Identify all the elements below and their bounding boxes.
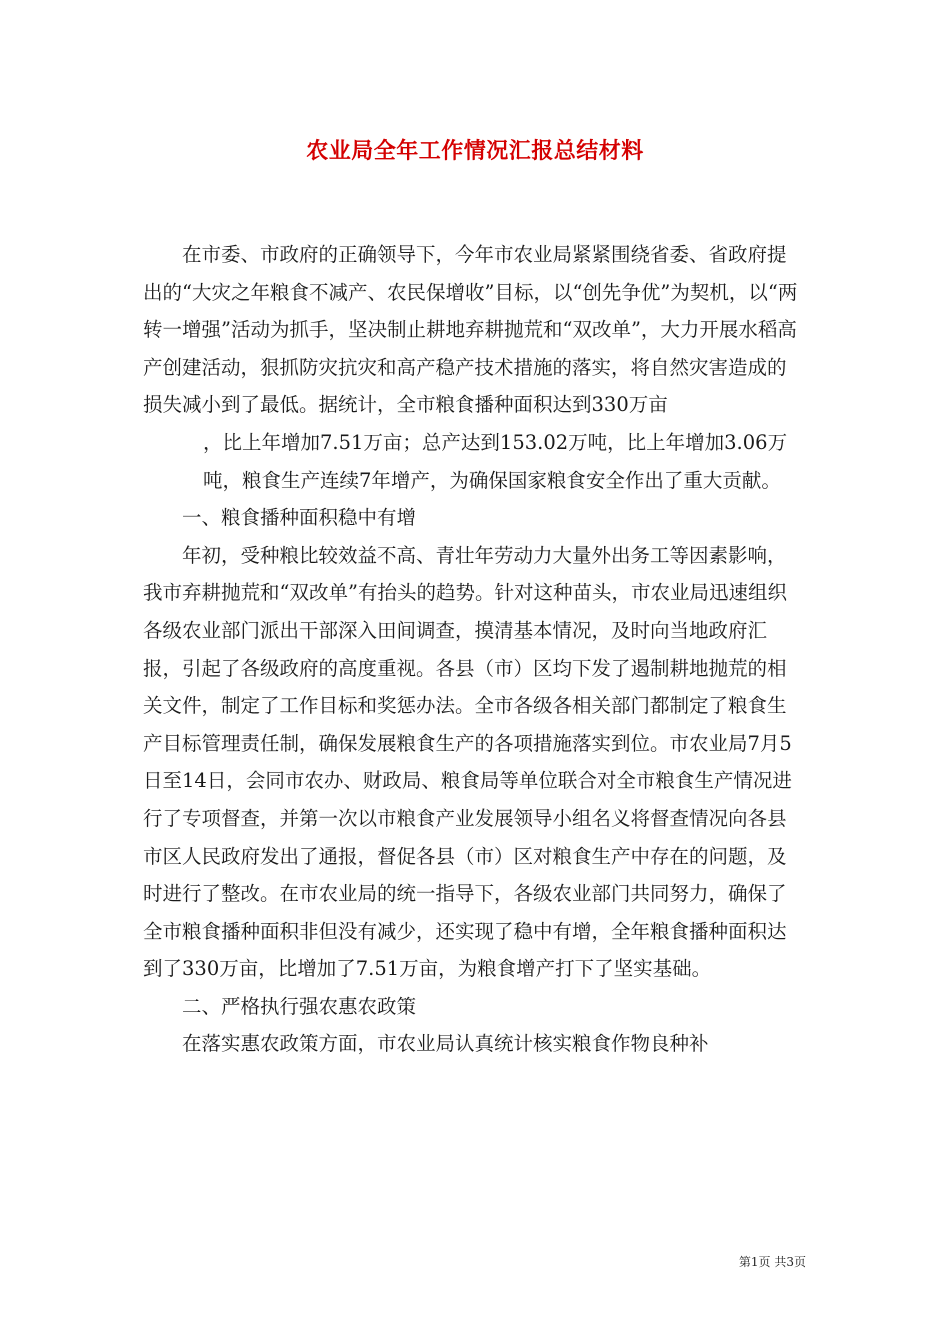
- intro-text-part2: ，比上年增加7.51万亩；总产达到153.02万吨，比上年增加3.06万吨，粮食生产连续7年增产，为确保国家粮食安全作出了重大贡献。: [203, 430, 788, 492]
- section-body-2: 在落实惠农政策方面，市农业局认真统计核实粮食作物良种补: [182, 1032, 709, 1056]
- section-body-1: 年初，受种粮比较效益不高、青壮年劳动力大量外出务工等因素影响，我市弃耕抛荒和“双改单”有抬头的趋势。针对这种苗头，市农业局迅速组织各级农业部门派出干部深入田间调查，摸清基本情况，及时向当地政府汇报，引起了各级政府的高度重视。各县（市）区均下发了遏制耕地抛荒的相关文件，制定了工作目标和奖惩办法。全市各级各相关部门都制定了粮食生产目标管理责任制，确保发展粮食生产的各项措施落实到位。市农业局7月5日至14日，会同市农办、财政局、粮食局等单位联合对全市粮食生产情况进行了专项督查，并第一次以市粮食产业发展领导小组名义将督查情况向各县市区人民政府发出了通报，督促各县（市）区对粮食生产中存在的问题，及时进行了整改。在市农业局的统一指导下，各级农业部门共同努力，确保了全市粮食播种面积非但没有减少，还实现了稳中有增，全年粮食播种面积达到了330万亩，比增加了7.51万亩，为粮食增产打下了坚实基础。: [143, 543, 792, 981]
- page-number: 第1页 共3页: [738, 1255, 806, 1269]
- intro-text-part1: 在市委、市政府的正确领导下，今年市农业局紧紧围绕省委、省政府提出的“大灾之年粮食不减产、农民保增收”目标，以“创先争优”为契机，以“两转一增强”活动为抓手，坚决制止耕地弃耕抛荒和“双改单”，大力开展水稻高产创建活动，狠抓防灾抗灾和高产稳产技术措施的落实，将自然灾害造成的损失减小到了最低。据统计，全市粮食播种面积达到330万亩: [143, 243, 798, 417]
- document-title: 农业局全年工作情况汇报总结材料: [306, 138, 644, 164]
- intro-paragraph: [143, 236, 803, 499]
- section-heading-1: 一、粮食播种面积稳中有增: [182, 506, 417, 530]
- section-heading-2: 二、严格执行强农惠农政策: [182, 994, 417, 1018]
- document-body: [143, 236, 803, 1063]
